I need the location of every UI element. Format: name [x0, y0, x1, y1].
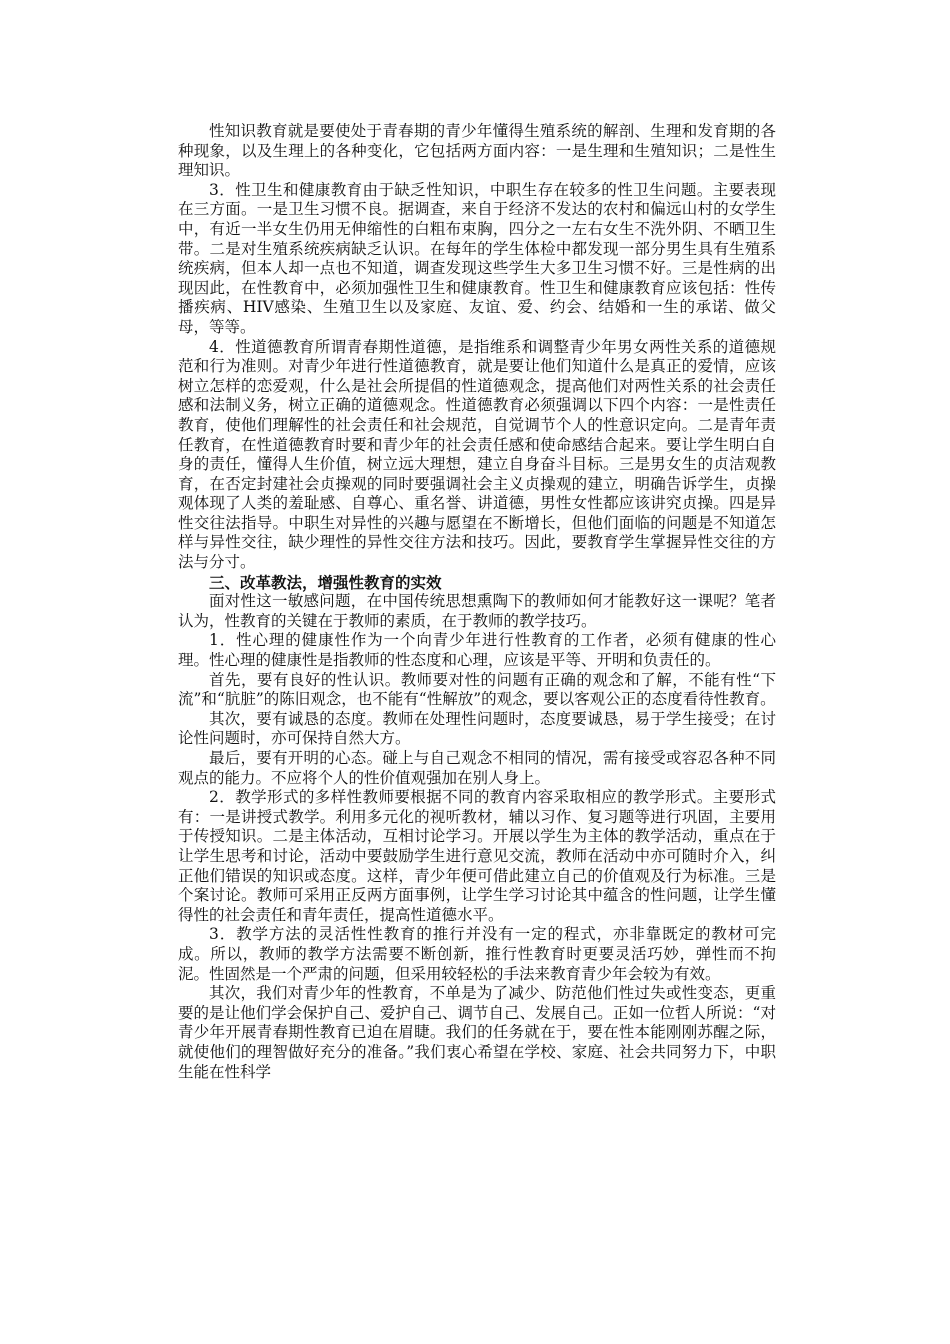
paragraph-teaching-forms: 2．教学形式的多样性教师要根据不同的教育内容采取相应的教学形式。主要形式有：一是讲授式教学。利用多元化的视听教材，辅以习作、复习题等进行巩固，主要用于传授知识。二是主体活动，互相讨论学习。开展以学生为主体的教学活动，重点在于让学生思考和讨论，活动中要鼓励学生进行意见交流，教师在活动中亦可随时介入，纠正他们错误的知识或态度。这样，青少年便可借此建立自己的价值观及行为标准。三是个案讨论。教师可采用正反两方面事例，让学生学习讨论其中蕴含的性问题，让学生懂得性的社会责任和青年责任，提高性道德水平。 — [178, 788, 776, 924]
paragraph-teacher-psychology: 1．性心理的健康性作为一个向青少年进行性教育的工作者，必须有健康的性心理。性心理的健康性是指教师的性态度和心理，应该是平等、开明和负责任的。 — [178, 631, 776, 670]
paragraph-last: 最后，要有开明的心态。碰上与自己观念不相同的情况，需有接受或容忍各种不同观点的能力。不应将个人的性价值观强加在别人身上。 — [178, 749, 776, 787]
paragraph-second: 其次，要有诚恳的态度。教师在处理性问题时，态度要诚恳，易于学生接受；在讨论性问题时，亦可保持自然大方。 — [178, 709, 776, 748]
paragraph-conclusion: 其次，我们对青少年的性教育，不单是为了减少、防范他们性过失或性变态，更重要的是让他们学会保护自己、爱护自己、调节自己、发展自己。正如一位哲人所说：“对青少年开展青春期性教育已迫在眉睫。我们的任务就在于，要在性本能刚刚苏醒之际，就使他们的理智做好充分的准备。”我们衷心希望在学校、家庭、社会共同努力下，中职生能在性科学 — [178, 984, 776, 1081]
paragraph-sex-knowledge: 性知识教育就是要使处于青春期的青少年懂得生殖系统的解剖、生理和发育期的各种现象，以及生理上的各种变化，它包括两方面内容：一是生理和生殖知识；二是性生理知识。 — [178, 122, 776, 180]
document-body — [178, 122, 776, 1082]
paragraph-teaching-methods: 3．教学方法的灵活性性教育的推行并没有一定的程式，亦非靠既定的教材可完成。所以，教师的教学方法需要不断创新，推行性教育时更要灵活巧妙，弹性而不拘泥。性固然是一个严肃的问题，但采用较轻松的手法来教育青少年会较为有效。 — [178, 925, 776, 983]
paragraph-hygiene-health: 3．性卫生和健康教育由于缺乏性知识，中职生存在较多的性卫生问题。主要表现在三方面。一是卫生习惯不良。据调查，来自于经济不发达的农村和偏远山村的女学生中，有近一半女生仍用无伸缩性的白粗布束胸，四分之一左右女生不洗外阴、不晒卫生带。二是对生殖系统疾病缺乏认识。在每年的学生体检中都发现一部分男生具有生殖系统疾病，但本人却一点也不知道，调查发现这些学生大多卫生习惯不好。三是性病的出现因此，在性教育中，必须加强性卫生和健康教育。性卫生和健康教育应该包括：性传播疾病、HIV感染、生殖卫生以及家庭、友谊、爱、约会、结婚和一生的承诺、做父母，等等。 — [178, 180, 776, 336]
paragraph-intro: 面对性这一敏感问题，在中国传统思想熏陶下的教师如何才能教好这一课呢？笔者认为，性教育的关键在于教师的素质，在于教师的教学技巧。 — [178, 592, 776, 630]
section-heading-reform: 三、改革教法，增强性教育的实效 — [209, 572, 442, 592]
paragraph-sex-morality: 4．性道德教育所谓青春期性道德，是指维系和调整青少年男女两性关系的道德规范和行为准则。对青少年进行性道德教育，就是要让他们知道什么是真正的爱情，应该树立怎样的恋爱观，什么是社会所提倡的性道德观念，提高他们对两性关系的社会责任感和法制义务，树立正确的道德观念。性道德教育必须强调以下四个内容：一是性责任教育，使他们理解性的社会责任和社会规范，自觉调节个人的性意识定向。二是青年责任教育，在性道德教育时要和青少年的社会责任感和使命感结合起来。要让学生明白自身的责任，懂得人生价值，树立远大理想，建立自身奋斗目标。三是男女生的贞洁观教育，在否定封建社会贞操观的同时要强调社会主义贞操观的建立，明确告诉学生，贞操观体现了人类的羞耻感、自尊心、重名誉、讲道德，男性女性都应该讲究贞操。四是异性交往法指导。中职生对异性的兴趣与愿望在不断增长，但他们面临的问题是不知道怎样与异性交往，缺少理性的异性交往方法和技巧。因此，要教育学生掌握异性交往的方法与分寸。 — [178, 337, 776, 572]
paragraph-first: 首先，要有良好的性认识。教师要对性的问题有正确的观念和了解，不能有性“下流”和“肮脏”的陈旧观念，也不能有“性解放”的观念，要以客观公正的态度看待性教育。 — [178, 670, 776, 709]
